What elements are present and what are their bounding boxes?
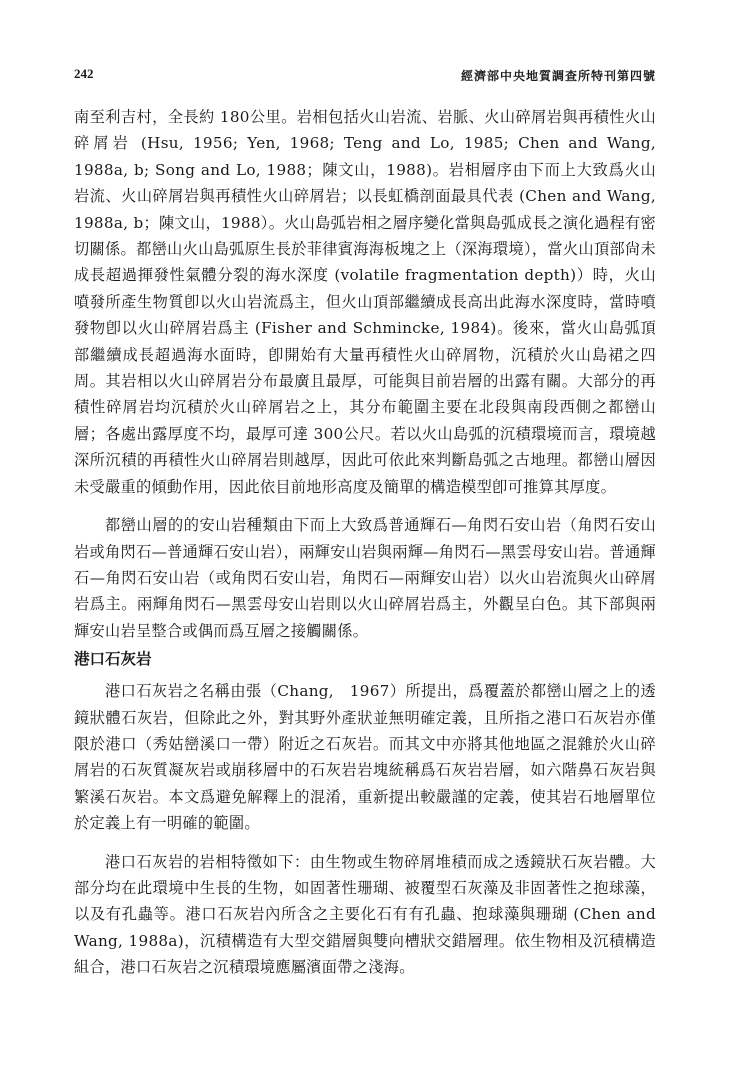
body-paragraph-andesite: 都巒山層的的安山岩種類由下而上大致爲普通輝石—角閃石安山岩（角閃石安山岩或角閃石—普通輝石安山岩），兩輝安山岩與兩輝—角閃石—黑雲母安山岩。普通輝石—角閃石安山岩（或角閃石安山岩，角閃石—兩輝安山岩）以火山岩流與火山碎屑岩爲主。兩輝角閃石—黑雲母安山岩則以火山碎屑岩爲主，外觀呈白色。其下部與兩輝安山岩呈整合或偶而爲互層之接觸關係。 (74, 516, 656, 640)
body-paragraph-definition: 港口石灰岩之名稱由張（Chang, 1967）所提出，爲覆蓋於都巒山層之上的透鏡狀體石灰岩，但除此之外，對其野外產狀並無明確定義，且所指之港口石灰岩亦僅限於港口（秀姑巒溪口一帶）附近之石灰岩。而其文中亦將其他地區之混雜於火山碎屑岩的石灰質凝灰岩或崩移層中的石灰岩岩塊統稱爲石灰岩岩層，如六階鼻石灰岩與繁溪石灰岩。本文爲避免解釋上的混淆，重新提出較嚴謹的定義，使其岩石地層單位於定義上有一明確的範圍。 (74, 682, 656, 833)
page-number: 242 (74, 66, 94, 81)
section-heading: 港口石灰岩 (74, 650, 152, 669)
page-header (74, 66, 656, 86)
document-body (74, 104, 656, 981)
body-paragraph-lithofacies: 港口石灰岩的岩相特徵如下：由生物或生物碎屑堆積而成之透鏡狀石灰岩體。大部分均在此環境中生長的生物，如固著性珊瑚、被覆型石灰藻及非固著性之抱球藻，以及有孔蟲等。港口石灰岩內所含之主要化石有有孔蟲、抱球藻與珊瑚 (Chen and Wang, 1988a)，沉積構造有大型交錯層與雙向槽狀交錯層理。依生物相及沉積構造組合，港口石灰岩之沉積環境應屬濱面帶之淺海。 (74, 852, 656, 977)
journal-title: 經濟部中央地質調查所特刊第四號 (460, 69, 656, 83)
body-paragraph-continued: 南至利吉村，全長約 180公里。岩相包括火山岩流、岩脈、火山碎屑岩與再積性火山碎屑岩 (Hsu, 1956; Yen, 1968; Teng and Lo, 1985; Chen and Wang, 1988a, b; Song and Lo, 1988；陳文山，1988)。岩相層序由下而上大致爲火山岩流、火山碎屑岩與再積性火山碎屑岩；以長虹橋剖面最具代表 (Chen and Wang, 1988a, b；陳文山，1988）。火山島弧岩相之層序變化當與島弧成長之演化過程有密切關係。都巒山火山島弧原生長於菲律賓海海板塊之上（深海環境），當火山頂部尙未成長超過揮發性氣體分裂的海水深度 (volatile fragmentation depth)）時，火山噴發所產生物質卽以火山岩流爲主，但火山頂部繼續成長高出此海水深度時，當時噴發物卽以火山碎屑岩爲主 (Fisher and Schmincke, 1984)。後來，當火山島弧頂部繼續成長超過海水面時，卽開始有大量再積性火山碎屑物，沉積於火山島裙之四周。其岩相以火山碎屑岩分布最廣且最厚，可能與目前岩層的出露有關。大部分的再積性碎屑岩均沉積於火山碎屑岩之上，其分布範圍主要在北段與南段西側之都巒山層；各處出露厚度不均，最厚可達 300公尺。若以火山島弧的沉積環境而言，環境越深所沉積的再積性火山碎屑岩則越厚，因此可依此來判斷島弧之古地理。都巒山層因未受嚴重的傾動作用，因此依目前地形高度及簡單的構造模型卽可推算其厚度。 (74, 108, 656, 496)
